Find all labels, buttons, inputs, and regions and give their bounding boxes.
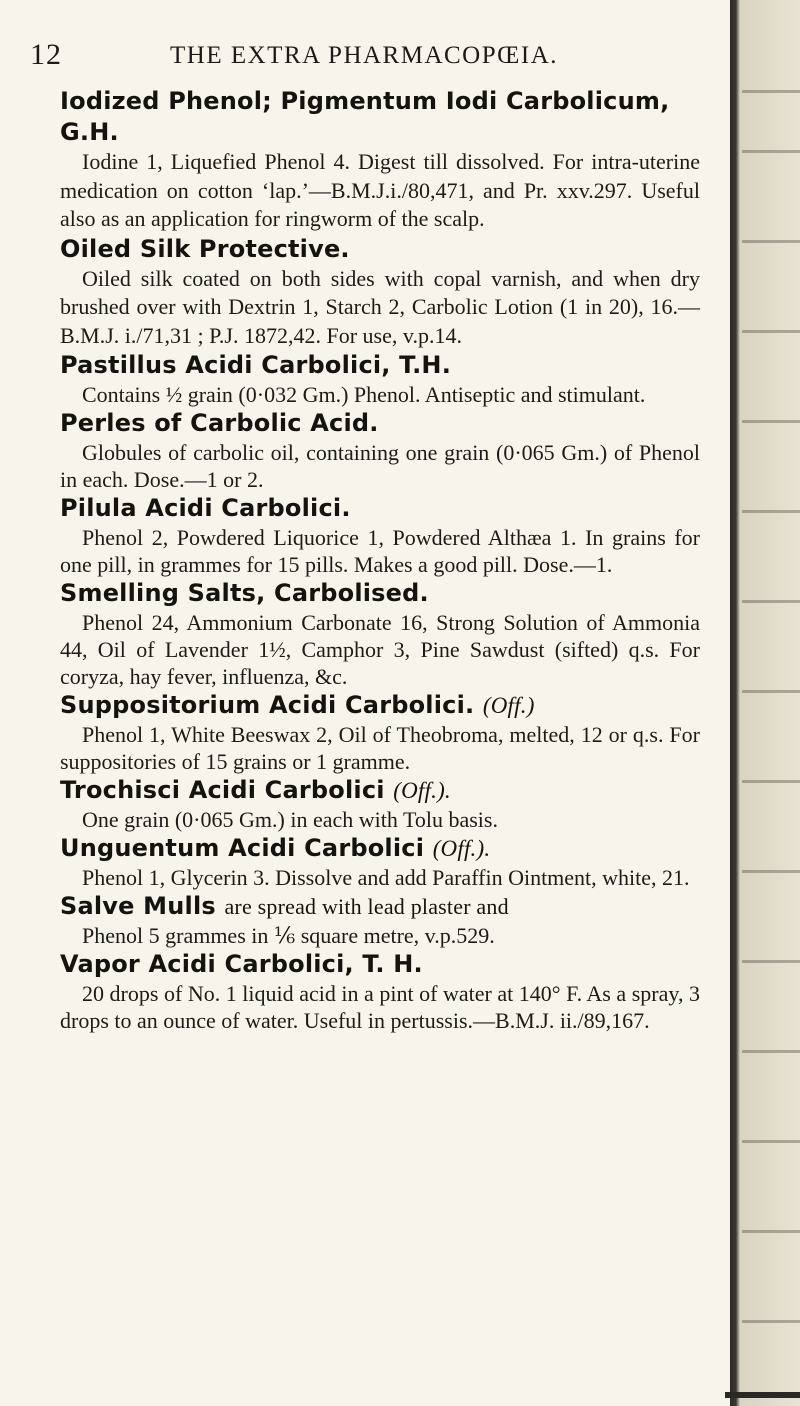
facing-page-edge <box>730 0 800 1406</box>
entry-title: Perles of Carbolic Acid. <box>60 409 379 437</box>
entry-title-line <box>60 690 700 721</box>
facing-page-text-trace <box>742 240 800 243</box>
facing-page-text-trace <box>742 420 800 423</box>
entry-body: Phenol 2, Powdered Liquorice 1, Powdered Althæa 1. In grains for one pill, in grammes for 15 pills. Makes a good pill. Dose.—1. <box>60 525 700 577</box>
entry-pilula <box>60 493 700 578</box>
entry-oiled-silk <box>60 234 700 351</box>
entry-trochisci <box>60 775 700 833</box>
official-note: (Off.) <box>482 693 535 718</box>
entry-title: Iodized Phenol; Pigmentum Iodi Carbolicum, G.H. <box>60 87 670 146</box>
entry-title-line <box>60 891 700 922</box>
facing-page-text-trace <box>742 780 800 783</box>
facing-page-text-trace <box>742 960 800 963</box>
facing-page-text-trace <box>742 1320 800 1323</box>
official-note: (Off.). <box>432 836 491 861</box>
facing-page-text-trace <box>742 1230 800 1233</box>
entry-title: Pilula Acidi Carbolici. <box>60 494 351 522</box>
entry-inline-body: are spread with lead plaster and <box>224 894 509 919</box>
entry-iodized-phenol <box>60 86 700 234</box>
entry-body: 20 drops of No. 1 liquid acid in a pint of water at 140° F. As a spray, 3 drops to an ounce of water. Useful in pertussis.—B.M.J. ii./89,167. <box>60 981 700 1033</box>
entry-title: Pastillus Acidi Carbolici, T.H. <box>60 351 452 379</box>
entry-body: Phenol 24, Ammonium Carbonate 16, Strong Solution of Ammonia 44, Oil of Lavender 1½, Camphor 3, Pine Sawdust (sifted) q.s. For coryza, hay fever, influenza, &c. <box>60 610 700 689</box>
facing-page-text-trace <box>742 150 800 153</box>
entry-title: Oiled Silk Protective. <box>60 234 350 263</box>
entry-body: Globules of carbolic oil, containing one grain (0·065 Gm.) of Phenol in each. Dose.—1 or 2. <box>60 440 700 492</box>
entry-salve-mulls <box>60 891 700 949</box>
entry-body: Phenol 1, White Beeswax 2, Oil of Theobroma, melted, 12 or q.s. For suppositories of 15 grains or 1 gramme. <box>60 722 700 774</box>
binding-shadow <box>725 1392 800 1398</box>
entry-title: Unguentum Acidi Carbolici <box>60 834 425 862</box>
facing-page-text-trace <box>742 870 800 873</box>
entry-perles <box>60 408 700 493</box>
entry-title: Smelling Salts, Carbolised. <box>60 579 429 607</box>
entry-body: Phenol 1, Glycerin 3. Dissolve and add Paraffin Ointment, white, 21. <box>82 865 690 890</box>
entry-body: Iodine 1, Liquefied Phenol 4. Digest till dissolved. For intra-uterine medication on cotton ‘lap.’—B.M.J.i./80,471, and Pr. xxv.297. Useful also as an application for ringworm of the scalp. <box>60 149 700 231</box>
entry-title: Salve Mulls <box>60 892 216 920</box>
entry-smelling-salts <box>60 578 700 690</box>
facing-page-text-trace <box>742 600 800 603</box>
facing-page-text-trace <box>742 1050 800 1053</box>
running-title: THE EXTRA PHARMACOPŒIA. <box>170 42 559 69</box>
entry-body: Contains ½ grain (0·032 Gm.) Phenol. Antiseptic and stimulant. <box>82 382 646 407</box>
entry-title-line <box>60 775 700 806</box>
entry-body: One grain (0·065 Gm.) in each with Tolu basis. <box>82 807 498 832</box>
facing-page-text-trace <box>742 1140 800 1143</box>
entry-title-line <box>60 833 700 864</box>
entry-unguentum <box>60 833 700 891</box>
entry-suppositorium <box>60 690 700 775</box>
entry-title: Suppositorium Acidi Carbolici. <box>60 691 475 719</box>
facing-page-text-trace <box>742 510 800 513</box>
entry-vapor <box>60 949 700 1034</box>
official-note: (Off.). <box>393 778 451 803</box>
page-header <box>30 38 690 78</box>
entry-pastillus <box>60 350 700 408</box>
facing-page-text-trace <box>742 330 800 333</box>
facing-page-text-trace <box>742 690 800 693</box>
entry-title: Trochisci Acidi Carbolici <box>60 776 385 804</box>
entry-body: Phenol 5 grammes in ⅙ square metre, v.p.529. <box>82 923 495 948</box>
facing-page-text-trace <box>742 90 800 93</box>
entry-title: Vapor Acidi Carbolici, T. H. <box>60 950 423 978</box>
page-number: 12 <box>30 38 62 71</box>
entry-body: Oiled silk coated on both sides with copal varnish, and when dry brushed over with Dextrin 1, Starch 2, Carbolic Lotion (1 in 20), 16.—B.M.J. i./71,31 ; P.J. 1872,42. For use, v.p.14. <box>60 265 700 348</box>
page-content <box>60 86 700 1034</box>
